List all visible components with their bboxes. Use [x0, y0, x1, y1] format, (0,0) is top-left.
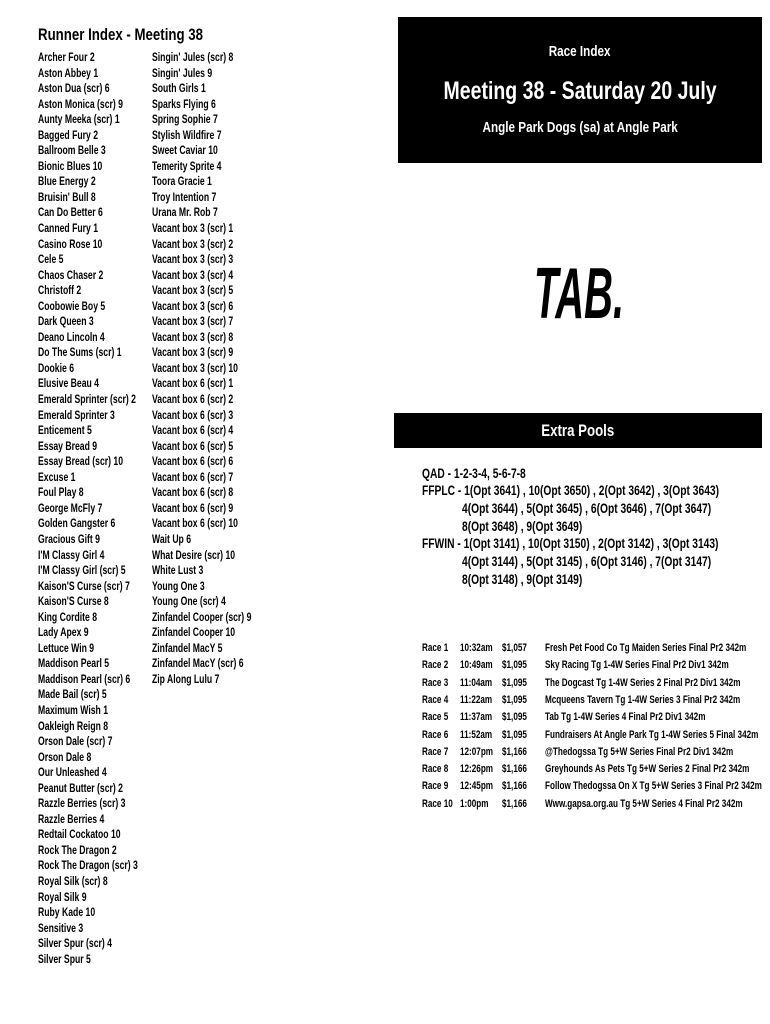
race-prize: $1,095	[502, 693, 527, 706]
race-name: Mcqueens Tavern Tg 1-4W Series 3 Final Pr2 342m	[545, 693, 741, 706]
runner-entry: Essay Bread 9	[38, 438, 98, 453]
race-prize: $1,166	[502, 797, 527, 810]
race-prize: $1,095	[502, 728, 527, 741]
runner-entry: Vacant box 6 (scr) 7	[152, 469, 234, 484]
race-time: 11:52am	[460, 728, 493, 741]
runner-entry: Bionic Blues 10	[38, 158, 103, 173]
runner-entry: Lady Apex 9	[38, 625, 89, 640]
runner-entry: Zip Along Lulu 7	[152, 671, 220, 686]
runner-entry: Vacant box 3 (scr) 1	[152, 221, 234, 236]
race-prize: $1,095	[502, 659, 527, 672]
runner-entry: Aston Monica (scr) 9	[38, 96, 123, 111]
runner-entry: Urana Mr. Rob 7	[152, 205, 218, 220]
runner-entry: Sensitive 3	[38, 920, 84, 935]
race-number: Race 4	[422, 693, 449, 706]
runner-entry: Maximum Wish 1	[38, 702, 109, 717]
race-name: Greyhounds As Pets Tg 5+W Series 2 Final Pr2 342m	[545, 763, 750, 776]
runner-entry: Young One (scr) 4	[152, 594, 226, 609]
runner-entry: Oakleigh Reign 8	[38, 718, 109, 733]
runner-entry: Sparks Flying 6	[152, 96, 216, 111]
runner-entry: Foul Play 8	[38, 485, 84, 500]
runner-entry: Bagged Fury 2	[38, 127, 99, 142]
extra-pools-header: Extra Pools	[394, 413, 762, 448]
runner-entry: Orson Dale (scr) 7	[38, 734, 113, 749]
runner-entry: Redtail Cockatoo 10	[38, 827, 121, 842]
runner-entry: Royal Silk 9	[38, 889, 87, 904]
runner-entry: Vacant box 3 (scr) 5	[152, 283, 234, 298]
runner-entry: Essay Bread (scr) 10	[38, 454, 124, 469]
race-name: Fundraisers At Angle Park Tg 1-4W Series 5 Final 342m	[545, 728, 759, 741]
race-number: Race 9	[422, 780, 449, 793]
runner-entry: Razzle Berries (scr) 3	[38, 796, 126, 811]
race-name: Www.gapsa.org.au Tg 5+W Series 4 Final Pr2 342m	[545, 797, 743, 810]
runner-entry: Ballroom Belle 3	[38, 143, 106, 158]
race-time: 12:07pm	[460, 745, 494, 758]
runner-entry: Royal Silk (scr) 8	[38, 873, 108, 888]
runner-entry: Vacant box 6 (scr) 3	[152, 407, 234, 422]
race-prize: $1,166	[502, 745, 527, 758]
runner-entry: Rock The Dragon (scr) 3	[38, 858, 138, 873]
runner-entry: Silver Spur (scr) 4	[38, 936, 112, 951]
runner-entry: Vacant box 6 (scr) 9	[152, 500, 234, 515]
runner-entry: What Desire (scr) 10	[152, 547, 236, 562]
runner-entry: Emerald Sprinter 3	[38, 407, 115, 422]
runner-entry: Vacant box 3 (scr) 7	[152, 314, 234, 329]
runner-entry: Can Do Better 6	[38, 205, 103, 220]
runner-entry: Our Unleashed 4	[38, 765, 107, 780]
race-time: 12:26pm	[460, 763, 494, 776]
pool-line: 4(Opt 3644) , 5(Opt 3645) , 6(Opt 3646) , 7(Opt 3647)	[462, 501, 712, 516]
runner-entry: Excuse 1	[38, 469, 76, 484]
runner-entry: Christoff 2	[38, 283, 82, 298]
runner-entry: Temerity Sprite 4	[152, 158, 222, 173]
runner-entry: Cele 5	[38, 252, 64, 267]
runner-entry: Razzle Berries 4	[38, 811, 105, 826]
runner-entry: Do The Sums (scr) 1	[38, 345, 122, 360]
race-prize: $1,095	[502, 711, 527, 724]
runner-entry: Young One 3	[152, 578, 205, 593]
runner-entry: Vacant box 3 (scr) 3	[152, 252, 234, 267]
runner-entry: Aunty Meeka (scr) 1	[38, 112, 120, 127]
race-number: Race 8	[422, 763, 449, 776]
meeting-venue: Angle Park Dogs (sa) at Angle Park	[482, 119, 678, 136]
runner-entry: Rock The Dragon 2	[38, 842, 117, 857]
pool-line: FFWIN - 1(Opt 3141) , 10(Opt 3150) , 2(Opt 3142) , 3(Opt 3143)	[422, 536, 719, 551]
pool-line: 8(Opt 3648) , 9(Opt 3649)	[462, 519, 583, 534]
meeting-title: Meeting 38 - Saturday 20 July	[443, 77, 717, 105]
race-number: Race 10	[422, 797, 453, 810]
race-name: The Dogcast Tg 1-4W Series 2 Final Pr2 Div1 342m	[545, 676, 741, 689]
race-name: @Thedogssa Tg 5+W Series Final Pr2 Div1 342m	[545, 745, 734, 758]
race-time: 11:04am	[460, 676, 493, 689]
race-prize: $1,166	[502, 763, 527, 776]
pool-line: QAD - 1-2-3-4, 5-6-7-8	[422, 466, 526, 481]
runner-entry: Vacant box 3 (scr) 2	[152, 236, 234, 251]
race-name: Tab Tg 1-4W Series 4 Final Pr2 Div1 342m	[545, 711, 706, 724]
runner-entry: Vacant box 6 (scr) 2	[152, 392, 234, 407]
runner-entry: Chaos Chaser 2	[38, 267, 104, 282]
runner-entry: Spring Sophie 7	[152, 112, 218, 127]
runner-entry: Enticement 5	[38, 423, 92, 438]
runner-entry: Aston Abbey 1	[38, 65, 99, 80]
race-time: 10:49am	[460, 659, 493, 672]
runner-entry: I'M Classy Girl (scr) 5	[38, 563, 126, 578]
runner-entry: Troy Intention 7	[152, 189, 217, 204]
runner-entry: Coobowie Boy 5	[38, 298, 106, 313]
pool-line: 4(Opt 3144) , 5(Opt 3145) , 6(Opt 3146) , 7(Opt 3147)	[462, 554, 712, 569]
runner-entry: Kaison'S Curse (scr) 7	[38, 578, 130, 593]
runner-entry: Singin' Jules 9	[152, 65, 213, 80]
race-prize: $1,166	[502, 780, 527, 793]
runner-index-title: Runner Index - Meeting 38	[38, 25, 204, 44]
runner-entry: Vacant box 6 (scr) 4	[152, 423, 234, 438]
runner-entry: Wait Up 6	[152, 531, 192, 546]
runner-entry: Deano Lincoln 4	[38, 329, 105, 344]
runner-entry: Zinfandel MacY 5	[152, 640, 223, 655]
race-number: Race 6	[422, 728, 449, 741]
runner-entry: Bruisin' Bull 8	[38, 189, 96, 204]
runner-entry: Elusive Beau 4	[38, 376, 99, 391]
race-prize: $1,057	[502, 642, 527, 654]
race-time: 11:22am	[460, 693, 493, 706]
race-index-header	[398, 17, 762, 163]
runner-entry: Dark Queen 3	[38, 314, 94, 329]
race-time: 10:32am	[460, 642, 493, 654]
race-index-label: Race Index	[549, 43, 611, 60]
runner-entry: Singin' Jules (scr) 8	[152, 50, 234, 64]
runner-column-2	[152, 50, 290, 687]
race-number: Race 5	[422, 711, 449, 724]
runner-entry: Maddison Pearl 5	[38, 656, 110, 671]
runner-entry: Zinfandel Cooper (scr) 9	[152, 609, 252, 624]
runner-entry: Emerald Sprinter (scr) 2	[38, 392, 136, 407]
runner-entry: Vacant box 3 (scr) 6	[152, 298, 234, 313]
runner-entry: Lettuce Win 9	[38, 640, 95, 655]
runner-entry: Made Bail (scr) 5	[38, 687, 107, 702]
runner-entry: Vacant box 3 (scr) 9	[152, 345, 234, 360]
race-time: 1:00pm	[460, 797, 489, 810]
tab-logo	[530, 248, 630, 335]
race-number: Race 7	[422, 745, 449, 758]
runner-entry: Peanut Butter (scr) 2	[38, 780, 123, 795]
runner-entry: Zinfandel MacY (scr) 6	[152, 656, 244, 671]
runner-entry: Silver Spur 5	[38, 951, 91, 966]
race-number: Race 1	[422, 642, 449, 654]
runner-entry: King Cordite 8	[38, 609, 98, 624]
race-number: Race 2	[422, 659, 449, 672]
race-name: Sky Racing Tg 1-4W Series Final Pr2 Div1 342m	[545, 659, 729, 672]
runner-entry: I'M Classy Girl 4	[38, 547, 105, 562]
runner-entry: White Lust 3	[152, 563, 204, 578]
runner-entry: Ruby Kade 10	[38, 905, 96, 920]
runner-entry: Zinfandel Cooper 10	[152, 625, 236, 640]
runner-entry: Vacant box 6 (scr) 10	[152, 516, 238, 531]
runner-entry: Vacant box 6 (scr) 1	[152, 376, 234, 391]
pool-line: 8(Opt 3148) , 9(Opt 3149)	[462, 572, 583, 587]
runner-entry: South Girls 1	[152, 81, 206, 96]
runner-entry: Canned Fury 1	[38, 221, 99, 236]
runner-entry: Vacant box 6 (scr) 5	[152, 438, 234, 453]
runner-entry: Golden Gangster 6	[38, 516, 116, 531]
race-time: 11:37am	[460, 711, 493, 724]
race-time: 12:45pm	[460, 780, 494, 793]
runner-entry: Toora Gracie 1	[152, 174, 212, 189]
race-name: Fresh Pet Food Co Tg Maiden Series Final Pr2 342m	[545, 642, 747, 654]
race-name: Follow Thedogssa On X Tg 5+W Series 3 Final Pr2 342m	[545, 780, 762, 793]
runner-entry: Archer Four 2	[38, 50, 95, 64]
runner-entry: Stylish Wildfire 7	[152, 127, 222, 142]
runner-entry: Gracious Gift 9	[38, 531, 100, 546]
runner-entry: Vacant box 6 (scr) 8	[152, 485, 234, 500]
runner-entry: Vacant box 6 (scr) 6	[152, 454, 234, 469]
tab-logo-text: TAB.	[533, 253, 625, 335]
runner-entry: Sweet Caviar 10	[152, 143, 218, 158]
race-number: Race 3	[422, 676, 449, 689]
runner-entry: Vacant box 3 (scr) 10	[152, 360, 238, 375]
runner-entry: Blue Energy 2	[38, 174, 96, 189]
race-prize: $1,095	[502, 676, 527, 689]
runner-entry: Aston Dua (scr) 6	[38, 81, 110, 96]
runner-entry: Maddison Pearl (scr) 6	[38, 671, 131, 686]
runner-entry: Orson Dale 8	[38, 749, 92, 764]
runner-entry: Vacant box 3 (scr) 8	[152, 329, 234, 344]
runner-entry: Dookie 6	[38, 360, 75, 375]
runner-entry: George McFly 7	[38, 500, 103, 515]
runner-entry: Vacant box 3 (scr) 4	[152, 267, 234, 282]
runner-entry: Kaison'S Curse 8	[38, 594, 109, 609]
runner-entry: Casino Rose 10	[38, 236, 103, 251]
pool-line: FFPLC - 1(Opt 3641) , 10(Opt 3650) , 2(Opt 3642) , 3(Opt 3643)	[422, 483, 720, 498]
